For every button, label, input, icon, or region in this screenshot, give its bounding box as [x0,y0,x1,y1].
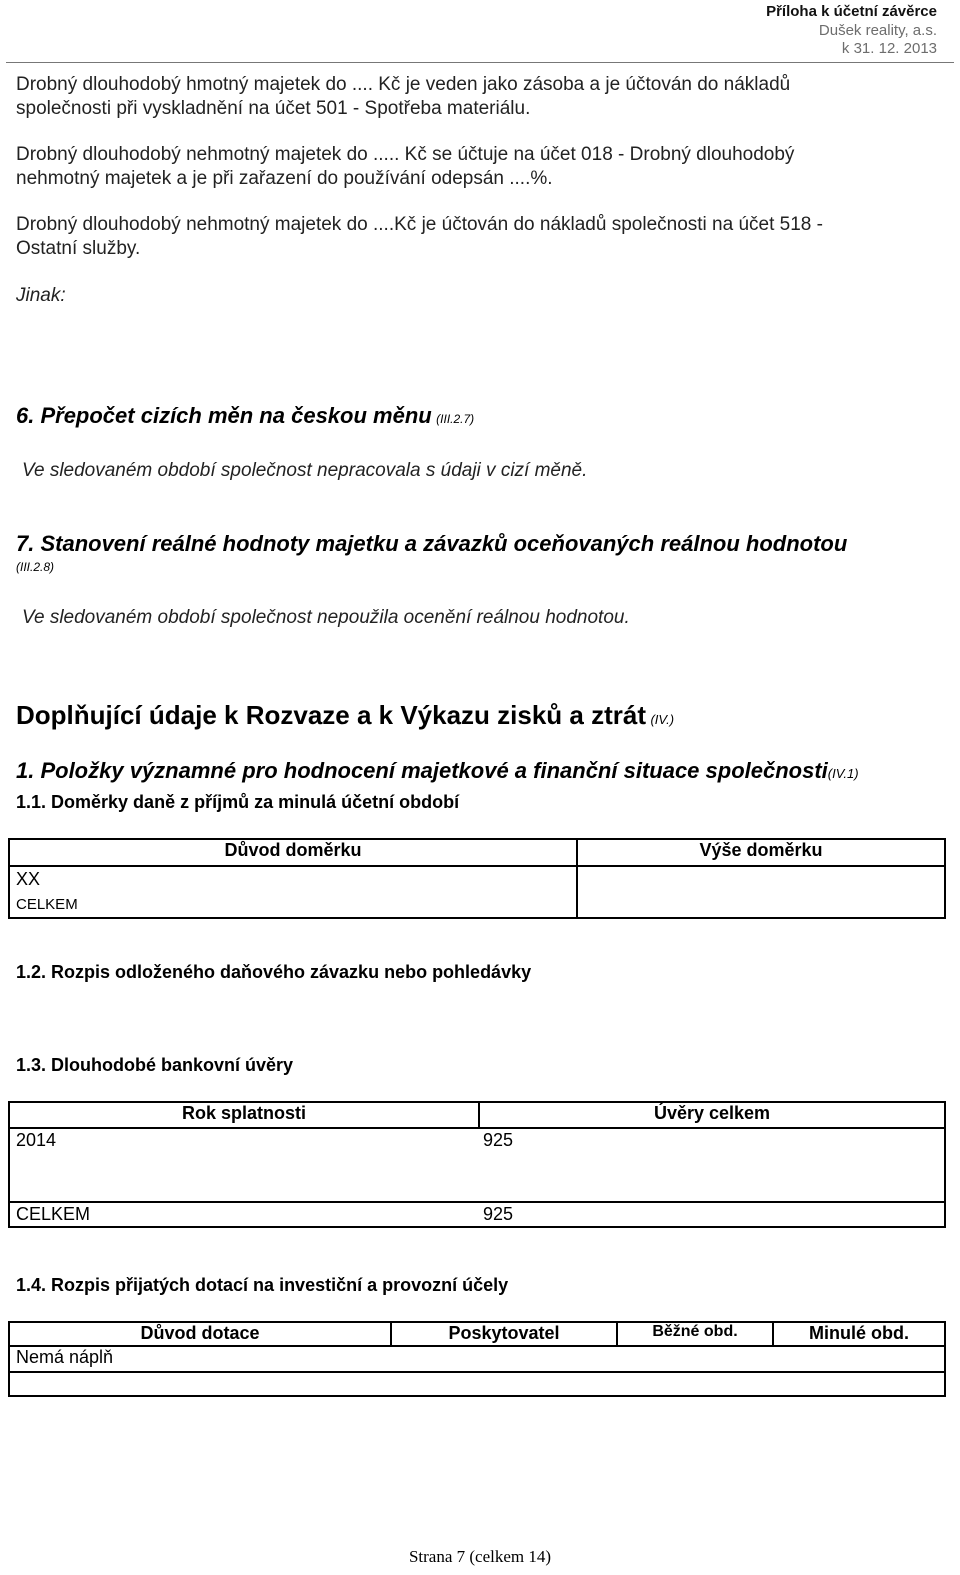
uvery-value-1: 925 [483,1130,514,1150]
dotace-row2 [9,1372,945,1396]
dotace-header-poskytovatel: Poskytovatel [391,1322,617,1346]
table-row [10,1129,944,1154]
s14-title: 1.4. Rozpis přijatých dotací na investiční a provozní účely [16,1275,509,1295]
domerky-header-duvod: Důvod doměrku [9,839,577,866]
section6-text: Ve sledovaném období společnost nepracovala s údaji v cizí měně. [22,460,588,481]
part4-ref: (IV.) [650,712,675,727]
header-title: Příloha k účetní závěrce [766,3,937,20]
uvery-header-rok: Rok splatnosti [9,1102,479,1128]
uvery-year-1: 2014 [16,1130,57,1150]
uvery-header-celkem: Úvěry celkem [479,1102,945,1128]
s1-heading [16,758,859,784]
dotace-row1-poskytovatel [391,1346,617,1372]
s11-title: 1.1. Doměrky daně z příjmů za minulá účetní období [16,792,460,812]
dotace-row1-bezne [617,1346,773,1372]
s13-title: 1.3. Dlouhodobé bankovní úvěry [16,1055,294,1075]
dotace-header-bezne: Běžné obd. [617,1322,773,1346]
intro-p2-line2: nehmotný majetek a je při zařazení do používání odepsán ....%. [16,168,553,189]
domerky-row-xx: XX [16,869,41,889]
part4-heading [16,700,674,731]
intro-jinak: Jinak: [16,285,66,306]
header-divider [6,62,954,63]
table-row [10,1154,944,1179]
domerky-row-celkem: CELKEM [16,896,78,913]
domerky-header-vyse: Výše doměrku [577,839,945,866]
uvery-value-total: 925 [483,1204,514,1224]
domerky-table [8,838,946,919]
section7-title: 7. Stanovení reálné hodnoty majetku a závazků oceňovaných reálnou hodnotou [16,531,848,556]
s1-ref: (IV.1) [827,766,859,781]
uvery-body [9,1128,945,1202]
s1-title: 1. Položky významné pro hodnocení majetkové a finanční situace společnosti [16,758,828,783]
section7-text: Ve sledovaném období společnost nepoužila ocenění reálnou hodnotou. [22,607,630,628]
section6-title: 6. Přepočet cizích měn na českou měnu [16,403,432,428]
header-date: k 31. 12. 2013 [841,40,937,57]
section6-heading [16,403,474,429]
domerky-cell-rows [9,866,577,918]
intro-p1-line1: Drobný dlouhodobý hmotný majetek do .... Kč je veden jako zásoba a je účtován do nákladů [16,74,791,95]
part4-title: Doplňující údaje k Rozvaze a k Výkazu zisků a ztrát [16,700,646,730]
page-footer: Strana 7 (celkem 14) [408,1547,552,1566]
uvery-table [8,1101,946,1228]
dotace-header-minule: Minulé obd. [773,1322,945,1346]
intro-p1-line2: společnosti při vyskladnění na účet 501 - Spotřeba materiálu. [16,98,531,119]
dotace-table [8,1321,946,1397]
s12-title: 1.2. Rozpis odloženého daňového závazku nebo pohledávky [16,962,532,982]
intro-p3-line2: Ostatní služby. [16,238,141,259]
uvery-year-total: CELKEM [16,1204,91,1224]
section6-ref: (III.2.7) [436,412,475,426]
dotace-header-duvod: Důvod dotace [9,1322,391,1346]
section7-ref: (III.2.8) [16,560,55,574]
table-row [9,1202,945,1227]
domerky-cell-value [577,866,945,918]
dotace-row1-minule [773,1346,945,1372]
dotace-row1-duvod: Nemá náplň [9,1346,391,1372]
intro-p2-line1: Drobný dlouhodobý nehmotný majetek do ..... Kč se účtuje na účet 018 - Drobný dlouhodobý [16,144,795,165]
header-company: Dušek reality, a.s. [818,22,937,39]
intro-p3-line1: Drobný dlouhodobý nehmotný majetek do ....Kč je účtován do nákladů společnosti na účet 518 - [16,214,823,235]
